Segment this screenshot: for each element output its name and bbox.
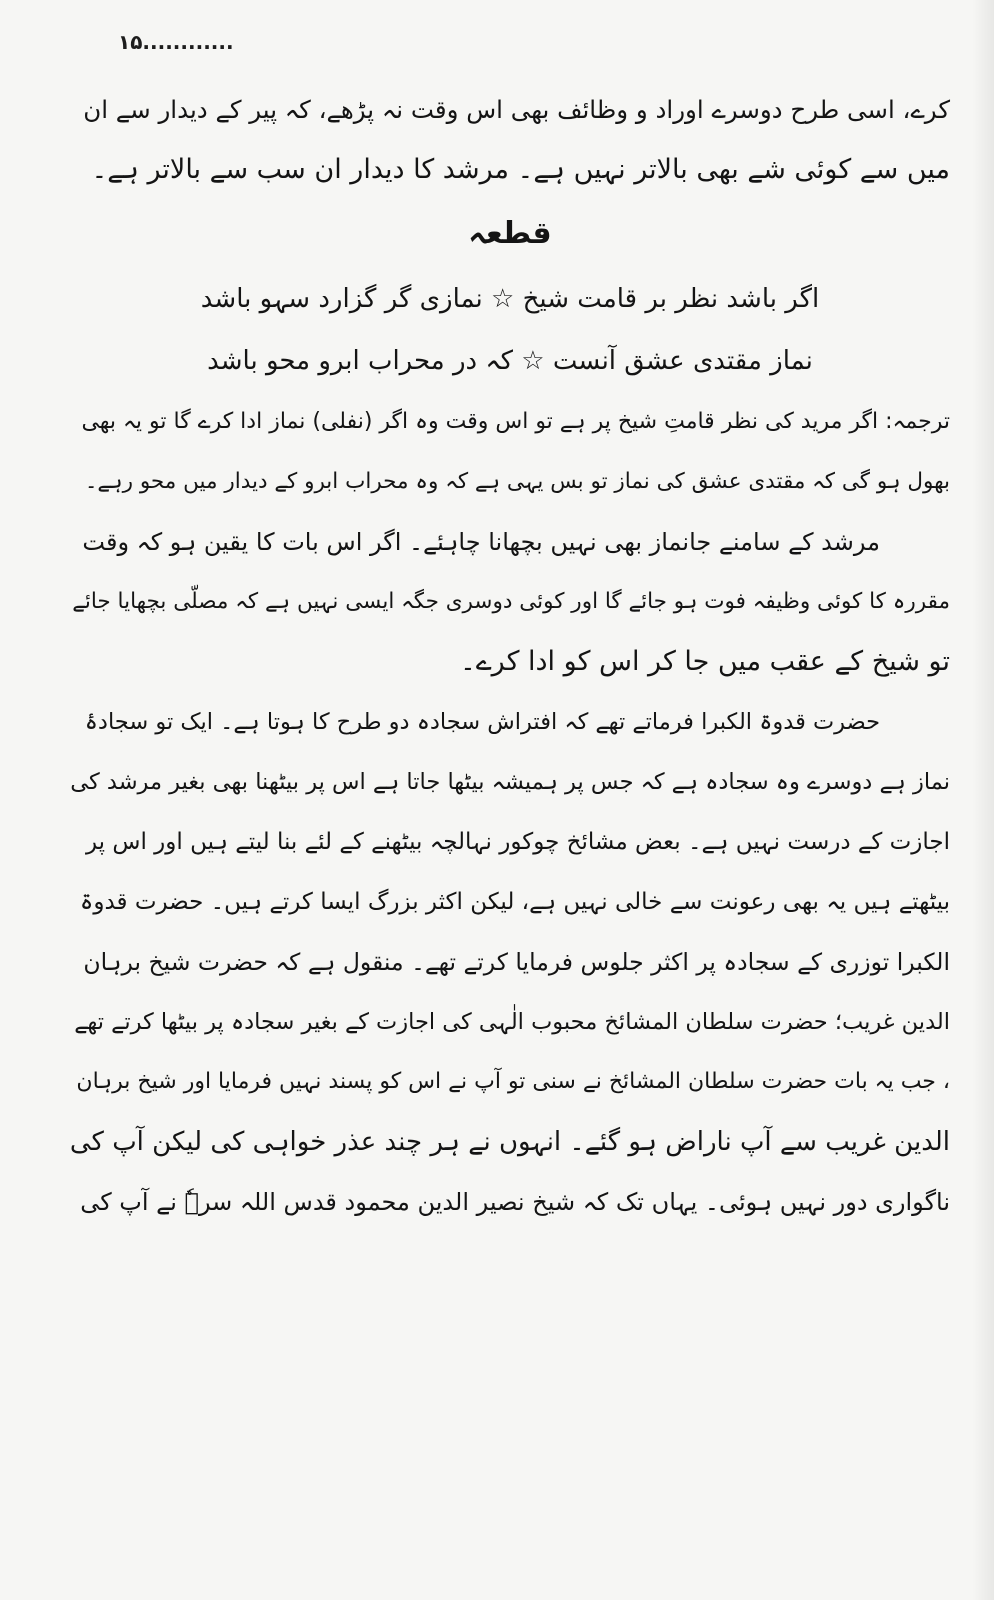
- verse-line-2: نماز مقتدی عشق آنست ☆ کہ در محراب ابرو محو باشد: [207, 346, 813, 376]
- translation-line-1: ترجمہ: اگر مرید کی نظر قامتِ شیخ پر ہے تو اس وقت وہ اگر (نفلی) نماز ادا کرے گا تو یہ بھی: [81, 409, 950, 434]
- paragraph-3-line-5: الکبرا توزری کے سجادہ پر اکثر جلوس فرمایا کرتے تھے۔ منقول ہے کہ حضرت شیخ برہان: [83, 948, 950, 976]
- paragraph-3-line-4: بیٹھتے ہیں یہ بھی رعونت سے خالی نہیں ہے، لیکن اکثر بزرگ ایسا کرتے ہیں۔ حضرت قدوۃ: [79, 889, 950, 915]
- text-line-1: کرے، اسی طرح دوسرے اوراد و وظائف بھی اس وقت نہ پڑھے، کہ پیر کے دیدار سے ان: [83, 95, 950, 124]
- paragraph-3-line-7: ، جب یہ بات حضرت سلطان المشائخ نے سنی تو آپ نے اس کو پسند نہیں فرمایا اور شیخ برہان: [76, 1069, 950, 1094]
- paragraph-3-line-2: نماز ہے دوسرے وہ سجادہ ہے کہ جس پر ہمیشہ بیٹھا جاتا ہے اس پر بیٹھنا بھی بغیر مرشد کی: [70, 769, 950, 795]
- paragraph-3-line-9: ناگواری دور نہیں ہوئی۔ یہاں تک کہ شیخ نصیر الدین محمود قدس اللہ سرہٗ نے آپ کی: [80, 1188, 950, 1216]
- page-body: [70, 80, 950, 1232]
- text-line-2: میں سے کوئی شے بھی بالاتر نہیں ہے۔ مرشد کا دیدار ان سب سے بالاتر ہے۔: [91, 154, 950, 185]
- paragraph-3-line-1: حضرت قدوۃ الکبرا فرماتے تھے کہ افتراش سجادہ دو طرح کا ہوتا ہے۔ ایک تو سجادۂ: [84, 709, 880, 735]
- paragraph-2-line-3: تو شیخ کے عقب میں جا کر اس کو ادا کرے۔: [460, 646, 950, 677]
- paragraph-3-line-6: الدین غریب؛ حضرت سلطان المشائخ محبوب الٰہی کی اجازت کے بغیر سجادہ پر بیٹھا کرتے تھے: [74, 1009, 950, 1035]
- paragraph-2-line-1: مرشد کے سامنے جانماز بھی نہیں بچھانا چاہئے۔ اگر اس بات کا یقین ہو کہ وقت: [82, 528, 880, 556]
- verse-line-1: اگر باشد نظر بر قامت شیخ ☆ نمازی گر گزارد سہو باشد: [200, 284, 820, 314]
- paragraph-3-line-3: اجازت کے درست نہیں ہے۔ بعض مشائخ چوکور نہالچہ بیٹھنے کے لئے بنا لیتے ہیں اور اس پر: [85, 829, 950, 855]
- section-heading: قطعہ: [468, 216, 552, 251]
- page-number: ۱۵............: [118, 30, 234, 54]
- translation-line-2: بھول ہو گی کہ مقتدی عشق کی نماز تو بس یہی ہے کہ وہ محراب ابرو کے دیدار میں محو رہے۔: [84, 469, 950, 494]
- paragraph-3-line-8: الدین غریب سے آپ ناراض ہو گئے۔ انہوں نے ہر چند عذر خواہی کی لیکن آپ کی: [69, 1127, 950, 1157]
- page-edge-shadow: [972, 0, 994, 1600]
- paragraph-2-line-2: مقررہ کا کوئی وظیفہ فوت ہو جائے گا اور کوئی دوسری جگہ ایسی نہیں ہے کہ مصلّی بچھایا جائے: [72, 589, 950, 614]
